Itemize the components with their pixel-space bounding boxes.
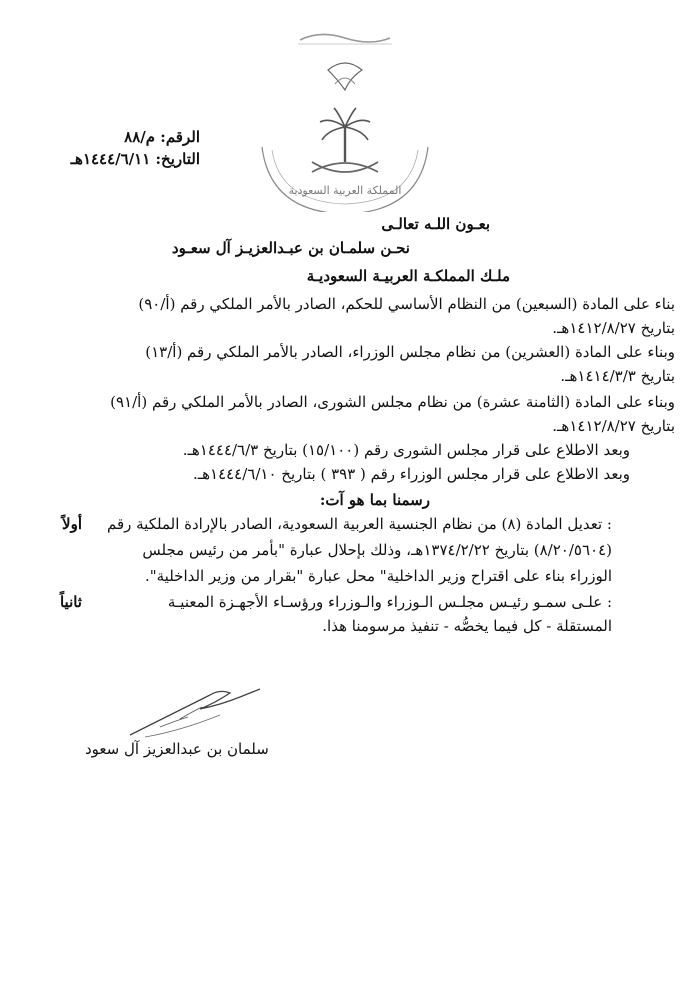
- article-2-line: : علـى سمـو رئيـس مجلـس الـوزراء والـوزراء ورؤسـاء الأجهـزة المعنيـة: [167, 593, 612, 611]
- preamble-line: بناء على المادة (السبعين) من النظام الأساسي للحكم، الصادر بالأمر الملكي رقم (أ/٩٠): [138, 295, 675, 313]
- preamble-line: بتاريخ ١٤١٤/٣/٣هـ.: [560, 367, 675, 385]
- preamble-line: وبناء على المادة (العشرين) من نظام مجلس الوزراء، الصادر بالأمر الملكي رقم (أ/١٣): [145, 343, 675, 361]
- reference-block: [71, 126, 200, 170]
- signatory-name: سلمان بن عبدالعزيز آل سعود: [85, 740, 269, 758]
- article-1-line: : تعديل المادة (٨) من نظام الجنسية العربية السعودية، الصادر بالإرادة الملكية رقم: [106, 515, 612, 533]
- article-2-line: المستقلة - كل فيما يخصُّه - تنفيذ مرسومنا هذا.: [322, 617, 612, 635]
- article-1-line: (٨/٢٠/٥٦٠٤) بتاريخ ١٣٧٤/٢/٢٢هـ، وذلك بإحلال عبارة "بأمر من رئيس مجلس: [142, 541, 612, 559]
- preamble-line: بتاريخ ١٤١٢/٨/٢٧هـ.: [552, 319, 675, 337]
- opening-line-1: بعـون اللـه تعالـى: [381, 215, 490, 233]
- signature-scribble: [90, 675, 290, 785]
- letterhead-emblem: [250, 22, 440, 212]
- article-1-line: الوزراء بناء على اقتراح وزير الداخلية" محل عبارة "بقرار من وزير الداخلية".: [144, 567, 612, 585]
- preamble-line: وبعد الاطلاع على قرار مجلس الشورى رقم (١٥/١٠٠) بتاريخ ١٤٤٤/٦/٣هـ.: [182, 441, 630, 459]
- reference-date: التاريخ: ١٤٤٤/٦/١١هـ: [70, 150, 200, 168]
- opening-line-3: ملـك المملكـة العربيـة السعوديـة: [306, 267, 510, 285]
- article-1-label: أولاً: [62, 515, 82, 533]
- opening-line-2: نحـن سلمـان بن عبـدالعزيـز آل سعـود: [171, 239, 410, 257]
- saudi-emblem-palm-swords-icon: [250, 22, 440, 212]
- preamble-line: وبناء على المادة (الثامنة عشرة) من نظام مجلس الشورى، الصادر بالأمر الملكي رقم (أ/٩١): [110, 393, 675, 411]
- reference-number: الرقم: م/٨٨: [124, 128, 200, 146]
- article-2-label: ثانياً: [59, 593, 82, 611]
- seal-text: المملكة العربية السعودية: [288, 184, 402, 197]
- preamble-line: وبعد الاطلاع على قرار مجلس الوزراء رقم ( ٣٩٣ ) بتاريخ ١٤٤٤/٦/١٠هـ.: [192, 465, 630, 483]
- preamble-line: بتاريخ ١٤١٢/٨/٢٧هـ.: [552, 417, 675, 435]
- decree-heading: رسمنا بما هو آت:: [319, 491, 430, 509]
